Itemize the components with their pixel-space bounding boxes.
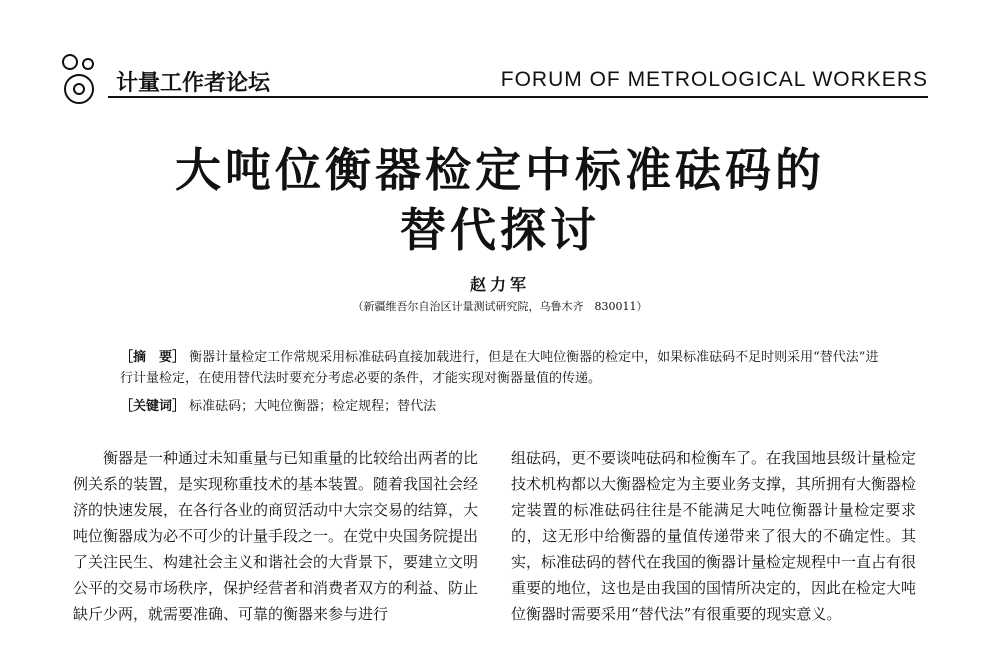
abstract-label: ［摘 要］ [120,350,186,365]
article-title-line-1: 大吨位衡器检定中标准砝码的 [175,143,825,197]
author-affiliation: （新疆维吾尔自治区计量测试研究院，乌鲁木齐 830011） [352,300,648,313]
logo-circle-tiny-icon [82,58,94,70]
logo-circle-large-icon [64,74,94,104]
logo-circle-small-icon [62,54,78,70]
article-title-line-2: 替代探讨 [400,203,600,257]
keywords-label: ［关键词］ [120,399,186,414]
keywords [120,395,436,414]
column-title-english: FORUM OF METROLOGICAL WORKERS [500,68,928,91]
body-column-right: 组砝码，更不要谈吨砝码和检衡车了。在我国地县级计量检定技术机构都以大衡器检定为主要业务支撑，其所拥有大衡器检定装置的标准砝码往往是不能满足大吨位衡器计量检定要求的，这无形中给衡器的量值传递带来了很大的不确定性。其实，标准砝码的替代在我国的衡器计量检定规程中一直占有很重要的地位，这也是由我国的国情所决定的，因此在检定大吨位衡器时需要采用“替代法”有很重要的现实意义。 [511,449,917,623]
author-name: 赵力军 [469,275,530,294]
column-title: 计量工作者论坛 [116,71,271,96]
column-logo-icon [62,52,114,104]
body-column-left: 衡器是一种通过未知重量与已知重量的比较给出两者的比例关系的装置，是实现称重技术的基本装置。随着我国社会经济的快速发展，在各行各业的商贸活动中大宗交易的结算，大吨位衡器成为必不可少的计量手段之一。在党中央国务院提出了关注民生、构建社会主义和谐社会的大背景下，要建立文明公平的交易市场秩序，保护经营者和消费者双方的利益、防止缺斤少两，就需要准确、可靠的衡器来参与进行 [73,449,479,623]
header-divider [108,96,928,98]
keywords-text: 标准砝码；大吨位衡器；检定规程；替代法 [189,399,437,414]
abstract [120,347,890,389]
abstract-text: 衡器计量检定工作常规采用标准砝码直接加载进行，但是在大吨位衡器的检定中，如果标准砝码不足时则采用“替代法”进行计量检定，在使用替代法时要充分考虑必要的条件，才能实现对衡器量值的传递。 [120,350,879,386]
article-title [0,140,1000,260]
